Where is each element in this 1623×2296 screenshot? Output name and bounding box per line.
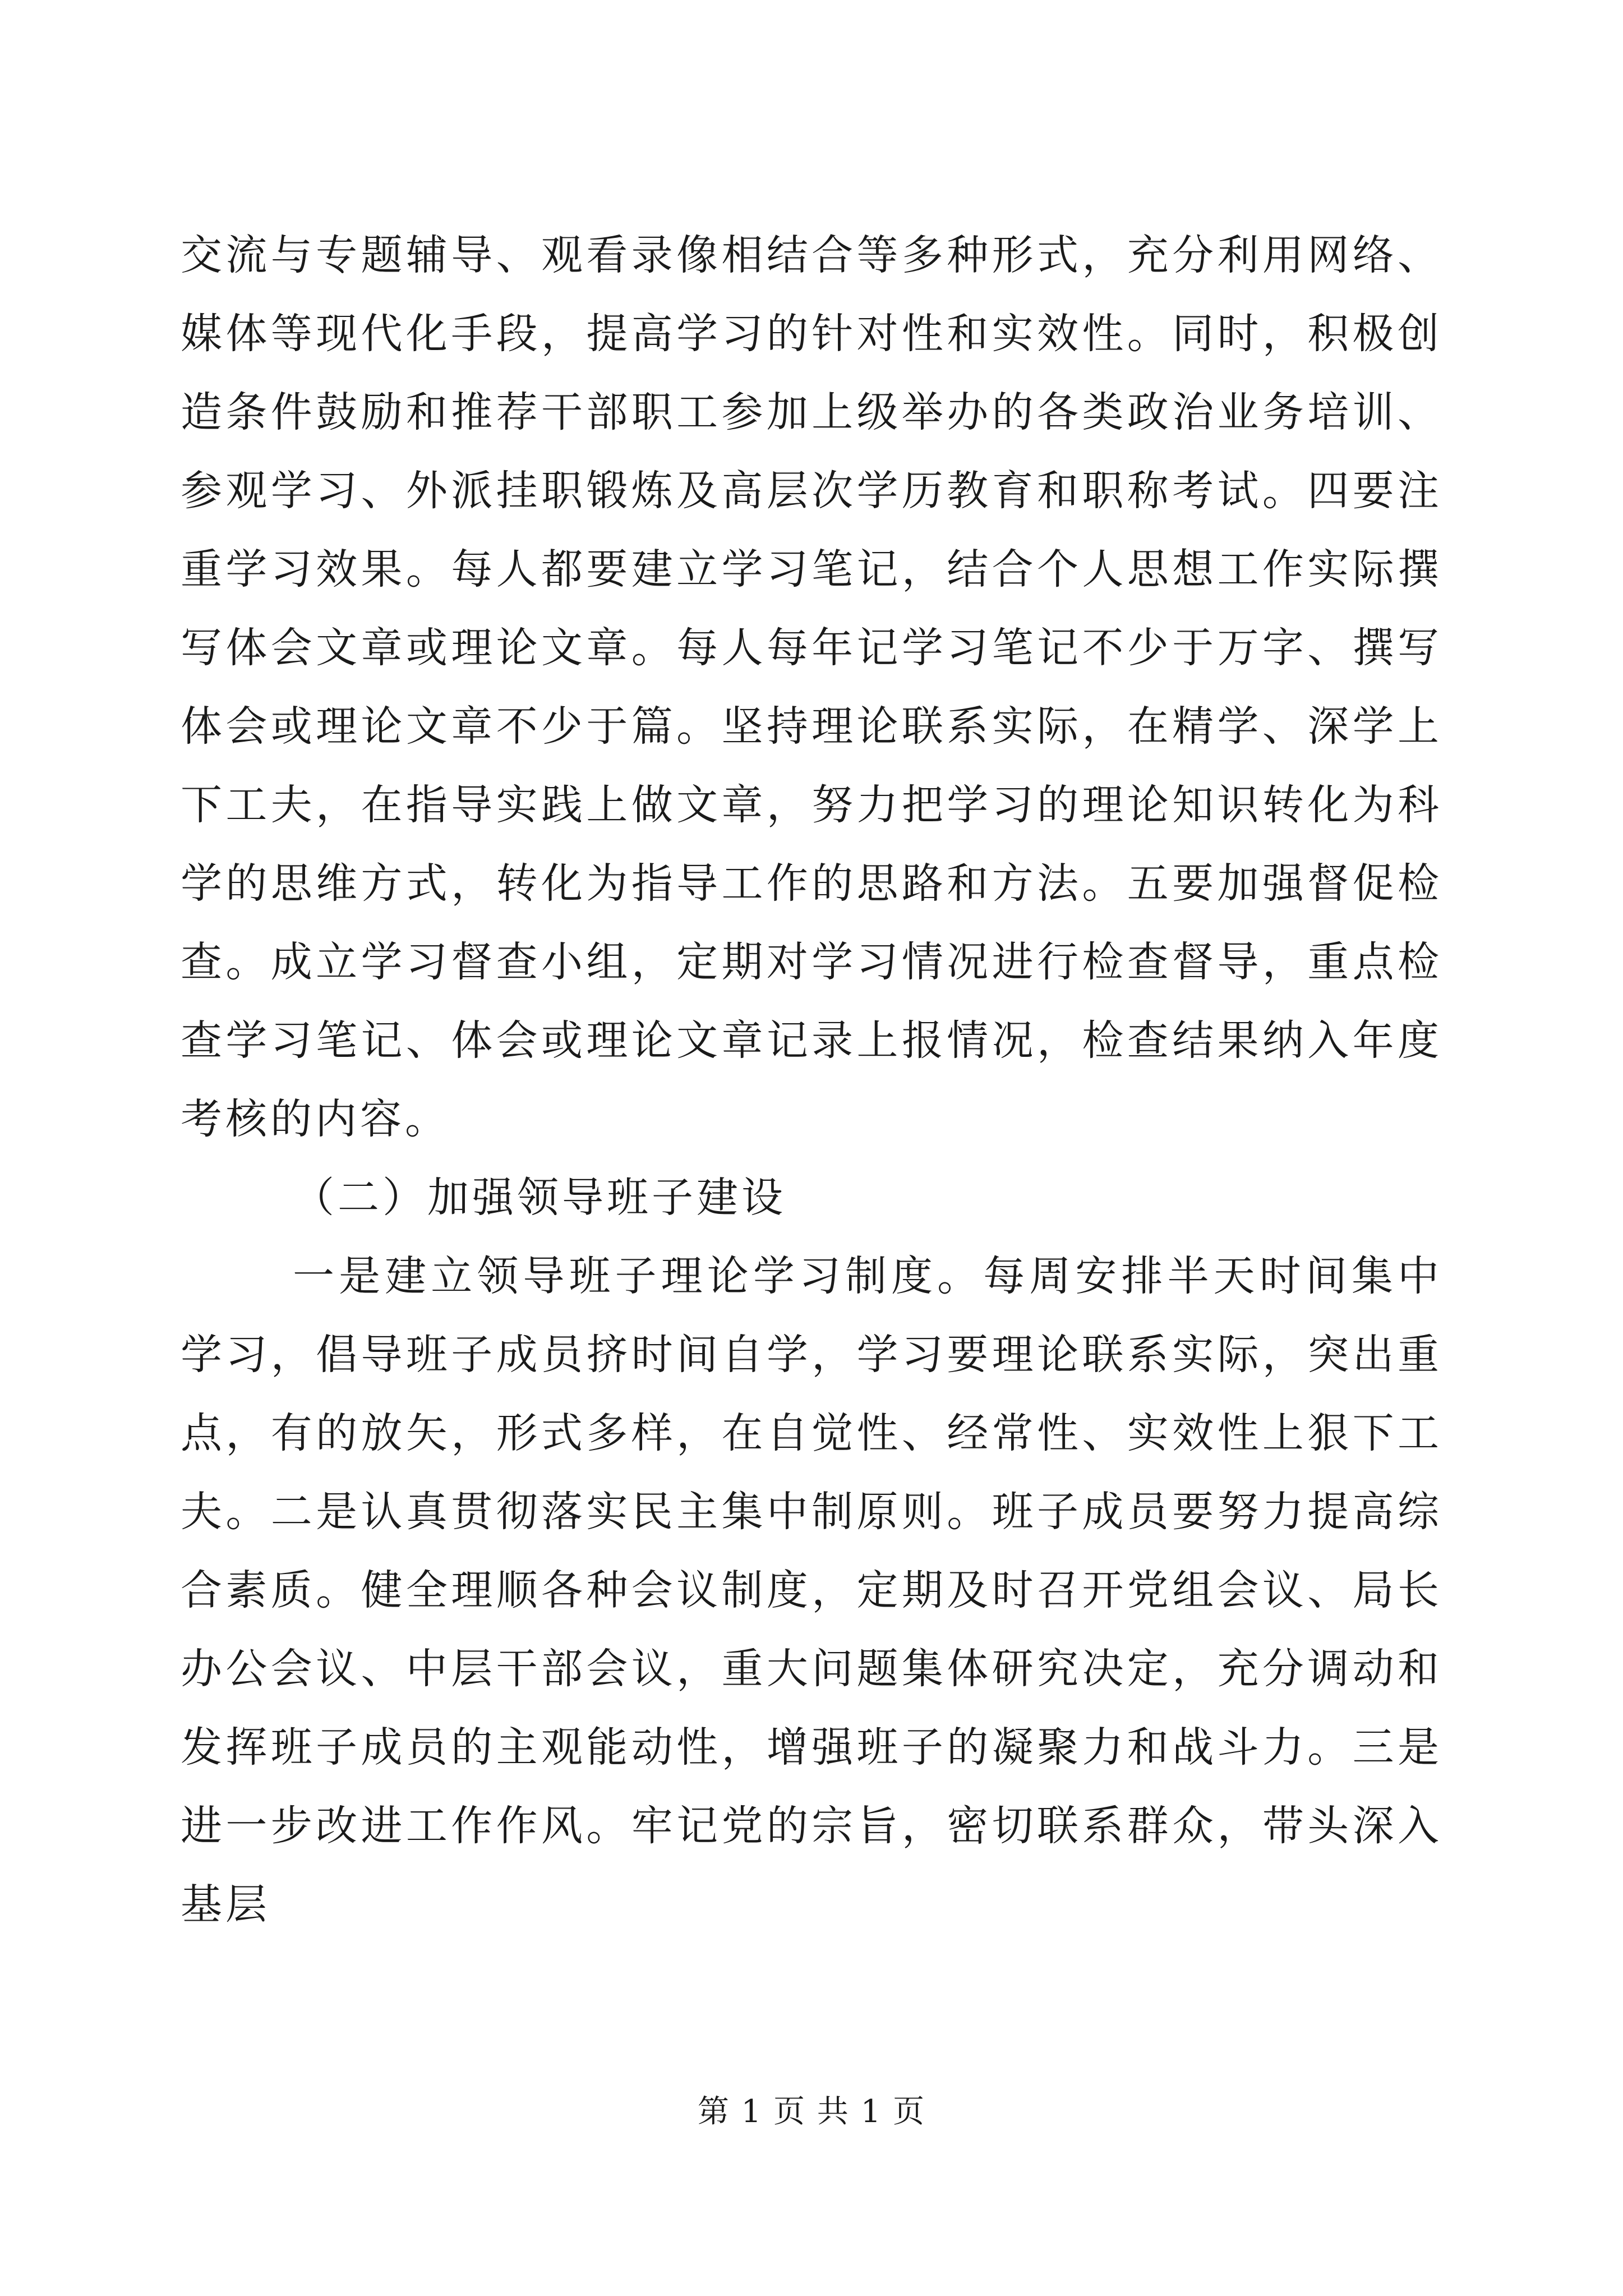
page-footer: 第 1 页 共 1 页 xyxy=(697,2093,926,2130)
document-body xyxy=(181,216,1442,1944)
section-heading: （二）加强领导班子建设 xyxy=(293,1174,786,1222)
body-paragraph-continued: 交流与专题辅导、观看录像相结合等多种形式，充分利用网络、媒体等现代化手段，提高学习的针对性和实效性。同时，积极创造条件鼓励和推荐干部职工参加上级举办的各类政治业务培训、参观学习、外派挂职锻炼及高层次学历教育和职称考试。四要注重学习效果。每人都要建立学习笔记，结合个人思想工作实际撰写体会文章或理论文章。每人每年记学习笔记不少于万字、撰写体会或理论文章不少于篇。坚持理论联系实际，在精学、深学上下工夫，在指导实践上做文章，努力把学习的理论知识转化为科学的思维方式，转化为指导工作的思路和方法。五要加强督促检查。成立学习督查小组，定期对学习情况进行检查督导，重点检查学习笔记、体会或理论文章记录上报情况，检查结果纳入年度考核的内容。 xyxy=(181,231,1442,1143)
body-paragraph-section2: 一是建立领导班子理论学习制度。每周安排半天时间集中学习，倡导班子成员挤时间自学，学习要理论联系实际，突出重点，有的放矢，形式多样，在自觉性、经常性、实效性上狠下工夫。二是认真贯彻落实民主集中制原则。班子成员要努力提高综合素质。健全理顺各种会议制度，定期及时召开党组会议、局长办公会议、中层干部会议，重大问题集体研究决定，充分调动和发挥班子成员的主观能动性，增强班子的凝聚力和战斗力。三是进一步改进工作作风。牢记党的宗旨，密切联系群众，带头深入基层 xyxy=(181,1252,1442,1929)
